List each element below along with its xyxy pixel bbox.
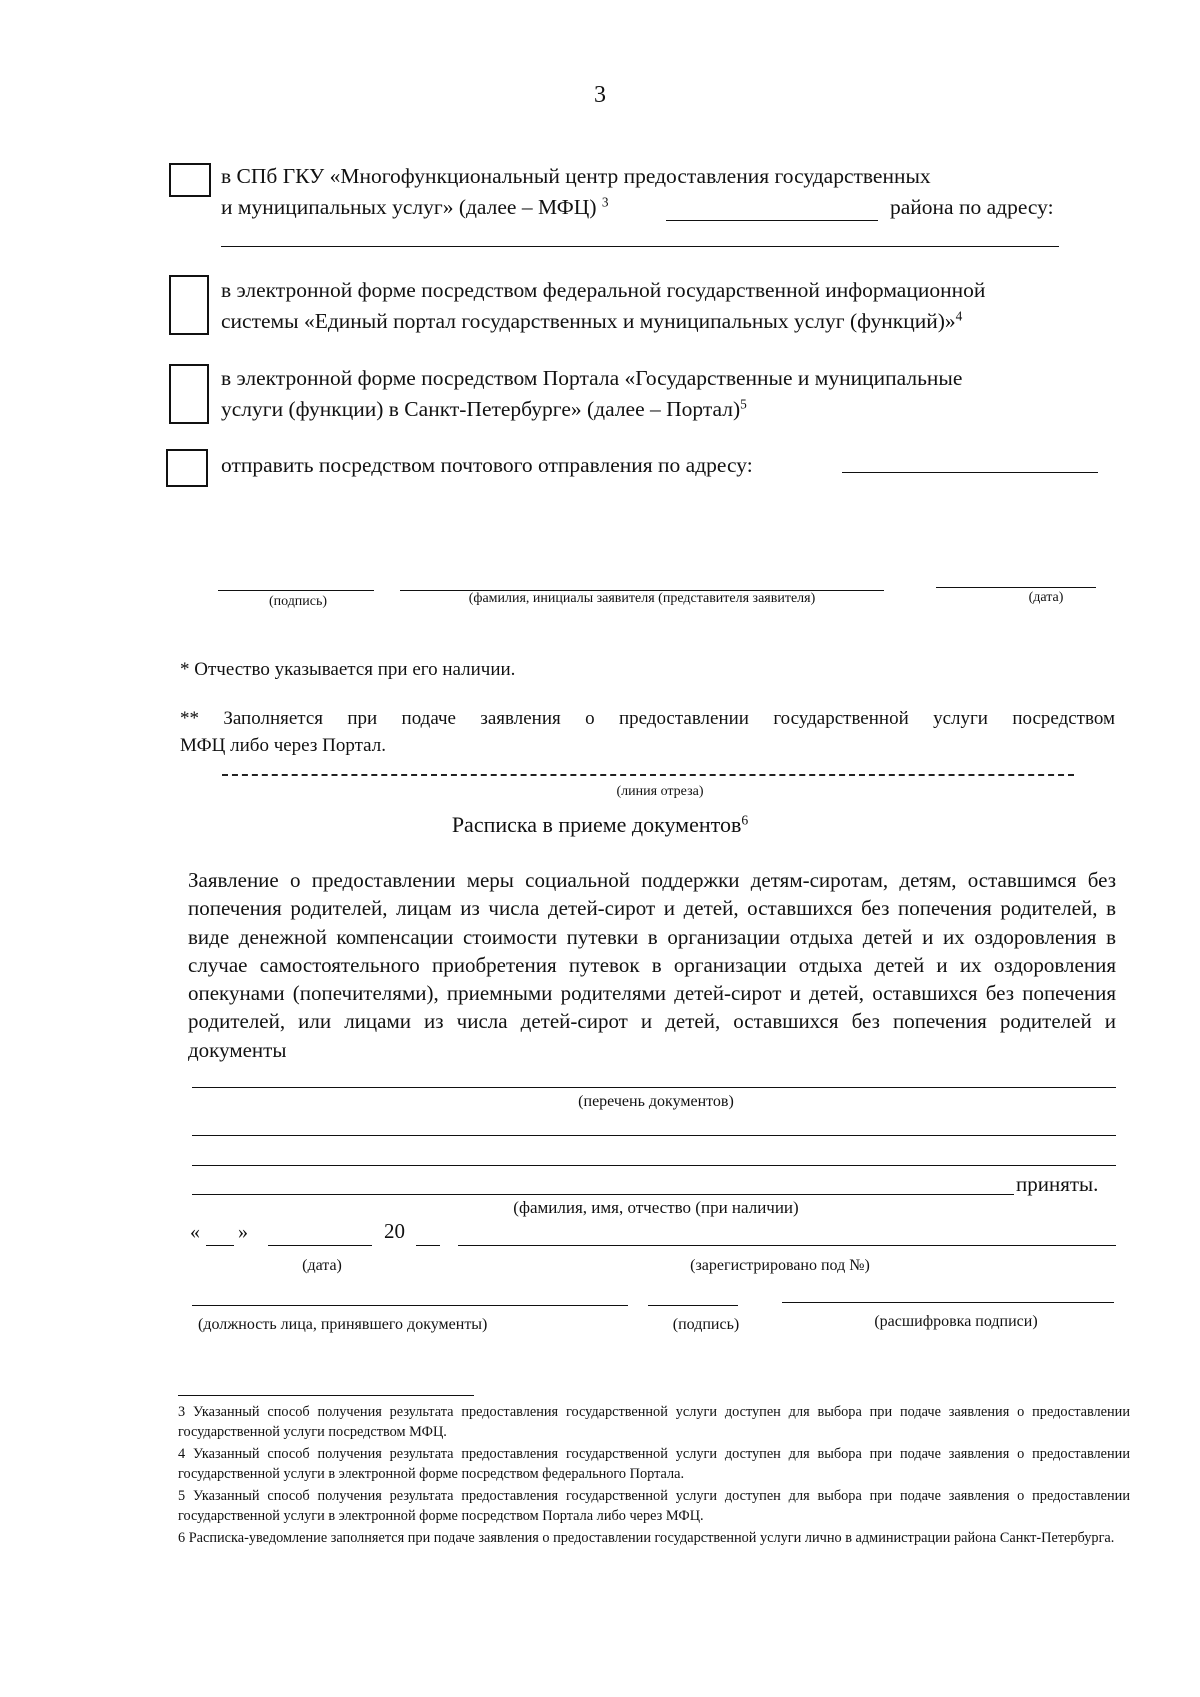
post-address-blank[interactable] — [842, 472, 1098, 473]
fio-blank[interactable] — [192, 1194, 1014, 1195]
footnote-4: 4 Указанный способ получения результата предоставления государственной услуги доступен для выбора при подаче заявления о предоставлении государственной услуги в электронной форме посредством федерального Портала. — [178, 1446, 1130, 1482]
signature-decode-blank[interactable] — [782, 1302, 1114, 1303]
caption-receipt-date: (дата) — [302, 1257, 342, 1274]
date-close-quote: » — [238, 1221, 248, 1243]
position-blank[interactable] — [192, 1305, 628, 1306]
documents-blank-2[interactable] — [192, 1135, 1116, 1136]
option-spb-portal-line2: услуги (функции) в Санкт-Петербурге» (далее – Портал)$^5$ — [221, 396, 747, 421]
date-month-blank[interactable] — [268, 1245, 372, 1246]
caption-applicant-name: (фамилия, инициалы заявителя (представителя заявителя) — [468, 591, 816, 606]
caption-cut-line: (линия отреза) — [616, 784, 704, 799]
caption-position: (должность лица, принявшего документы) — [198, 1316, 488, 1333]
registration-number-blank[interactable] — [458, 1245, 1116, 1246]
caption-registered: (зарегистрировано под №) — [690, 1257, 870, 1274]
caption-acceptor-signature: (подпись) — [672, 1316, 740, 1333]
checkbox-spb-portal[interactable] — [169, 364, 209, 424]
date-year-prefix: 20 — [384, 1219, 405, 1243]
page-number: 3 — [594, 82, 606, 108]
receipt-paragraph: Заявление о предоставлении меры социальной поддержки детям-сиротам, детям, оставшимся без попечения родителей, лицам из числа детей-сирот и детей, оставшихся без попечения родителей, в виде денежной компенсации стоимости путевки в организации отдыха детей и их оздоровления в случае самостоятельного приобретения путевок в организации отдыха детей и их оздоровления опекунами (попечителями), приемными родителями детей-сирот и детей, оставшихся без попечения родителей, или лицами из числа детей-сирот и детей, оставшихся без попечения родителей и документы — [188, 868, 1116, 1062]
footnote-3: 3 Указанный способ получения результата предоставления государственной услуги доступен для выбора при подаче заявления о предоставлении государственной услуги посредством МФЦ. — [178, 1404, 1130, 1440]
documents-blank-3[interactable] — [192, 1165, 1116, 1166]
option-federal-portal-line2: системы «Единый портал государственных и муниципальных услуг (функций)»$^4$ — [221, 308, 963, 333]
acceptor-signature-blank[interactable] — [648, 1305, 738, 1306]
caption-signature-decode: (расшифровка подписи) — [874, 1313, 1038, 1330]
checkbox-federal-portal[interactable] — [169, 275, 209, 335]
documents-blank-1[interactable] — [192, 1087, 1116, 1088]
option-mfc-line1: в СПб ГКУ «Многофункциональный центр предоставления государственных — [221, 164, 931, 188]
district-blank[interactable] — [666, 220, 878, 221]
footnote-6: 6 Расписка-уведомление заполняется при подаче заявления о предоставлении государственной услуги лично в администрации района Санкт-Петербурга. — [178, 1530, 1115, 1546]
note-mfc-line1: ** Заполняется при подаче заявления о предоставлении государственной услуги посредством — [180, 708, 1115, 729]
caption-signature: (подпись) — [268, 594, 328, 609]
checkbox-post[interactable] — [166, 449, 208, 487]
caption-date: (дата) — [1028, 590, 1064, 605]
caption-fio: (фамилия, имя, отчество (при наличии) — [513, 1198, 799, 1217]
option-spb-portal-line1: в электронной форме посредством Портала «Государственные и муниципальные — [221, 366, 963, 390]
date-day-blank[interactable] — [206, 1245, 234, 1246]
receipt-title: Расписка в приеме документов$^6$ — [451, 812, 749, 837]
note-mfc-line2: МФЦ либо через Портал. — [180, 735, 386, 756]
note-patronymic: * Отчество указывается при его наличии. — [180, 659, 516, 680]
option-mfc-district-label: района по адресу: — [890, 195, 1054, 219]
option-mfc-line2: и муниципальных услуг» (далее – МФЦ) $^3$ — [221, 194, 609, 219]
date-year-blank[interactable] — [416, 1245, 440, 1246]
signature-blank[interactable] — [218, 590, 374, 591]
checkbox-mfc[interactable] — [169, 163, 211, 197]
option-federal-portal-line1: в электронной форме посредством федеральной государственной информационной — [221, 278, 986, 302]
option-post-label: отправить посредством почтового отправления по адресу: — [221, 453, 753, 477]
caption-documents-list: (перечень документов) — [578, 1093, 734, 1110]
cut-line — [222, 774, 1074, 776]
footnote-separator — [178, 1395, 474, 1396]
mfc-address-blank[interactable] — [221, 246, 1059, 247]
date-blank[interactable] — [936, 587, 1096, 588]
accepted-label: приняты. — [1016, 1172, 1099, 1196]
date-open-quote: « — [190, 1221, 200, 1243]
footnote-5: 5 Указанный способ получения результата предоставления государственной услуги доступен для выбора при подаче заявления о предоставлении государственной услуги в электронной форме посредством Портала либо через МФЦ. — [178, 1488, 1130, 1524]
